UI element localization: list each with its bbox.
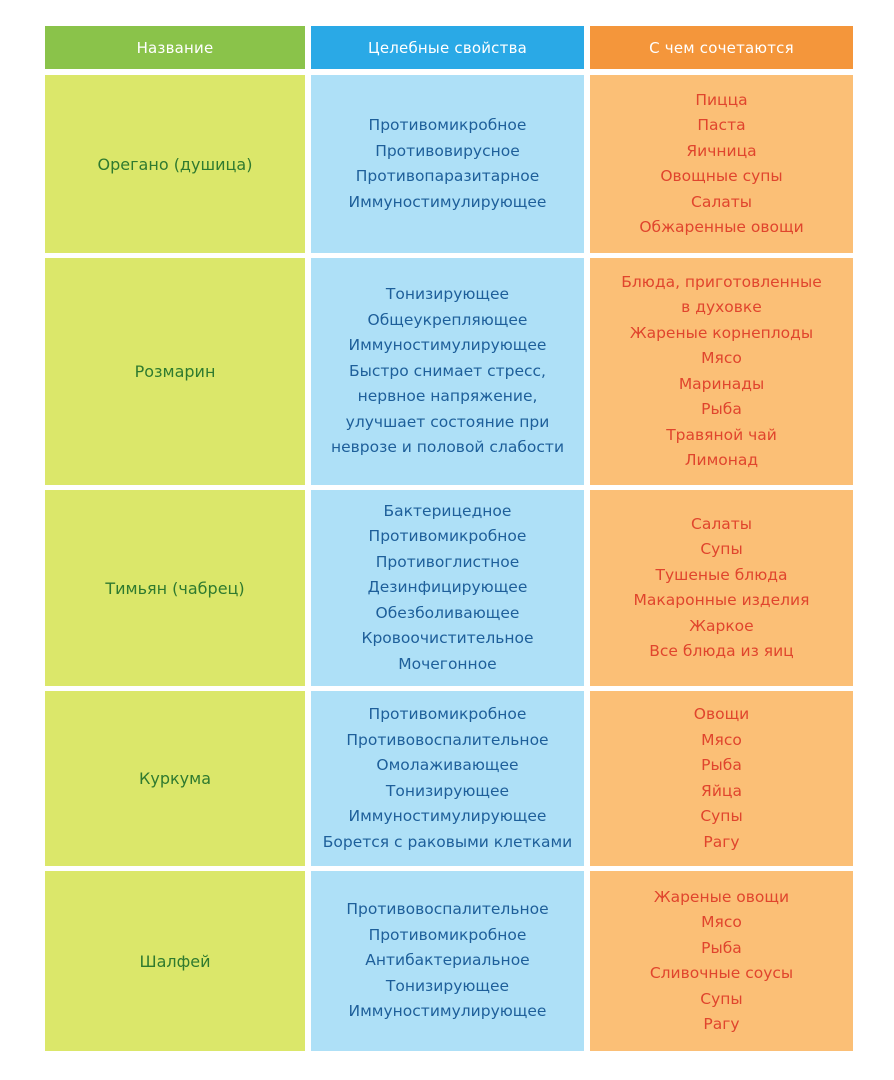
- combination-item: Яйца: [701, 781, 742, 800]
- combination-item: Травяной чай: [666, 425, 777, 444]
- combinations-cell: [590, 258, 853, 485]
- combination-item: Рагу: [703, 1015, 740, 1033]
- combinations-list: [621, 270, 821, 474]
- header-properties: Целебные свойства: [311, 26, 584, 69]
- spice-name: Куркума: [45, 691, 305, 866]
- combination-item: Обжаренные овощи: [639, 218, 804, 236]
- combination-item: Мясо: [701, 730, 742, 749]
- properties-cell: [311, 691, 584, 866]
- properties-list: [331, 282, 564, 461]
- table-row: [45, 258, 853, 485]
- property-item: Кровоочистительное: [361, 629, 534, 648]
- combinations-list: [639, 88, 803, 241]
- property-item: Иммуностимулирующее: [348, 192, 547, 211]
- table-row: [45, 490, 853, 686]
- combination-item: Рыба: [701, 400, 742, 418]
- combination-item: Супы: [700, 807, 743, 825]
- property-item: Иммуностимулирующее: [348, 1002, 547, 1021]
- property-item: Тонизирующее: [385, 781, 510, 800]
- property-item: Противомикробное: [368, 925, 527, 944]
- combination-item: Маринады: [678, 374, 765, 393]
- combination-item: Яичница: [686, 141, 757, 160]
- property-item: Антибактериальное: [365, 951, 530, 970]
- combination-item: Овощи: [693, 705, 750, 723]
- property-item: Противовоспалительное: [346, 730, 549, 749]
- combination-item: Мясо: [701, 349, 742, 367]
- property-item: Противомикробное: [368, 705, 527, 723]
- properties-cell: [311, 75, 584, 253]
- header-combinations: С чем сочетаются: [590, 26, 853, 69]
- table-row: [45, 871, 853, 1051]
- spice-name: Розмарин: [45, 258, 305, 485]
- property-item: Противоглистное: [375, 552, 520, 571]
- property-item: Тонизирующее: [385, 285, 510, 304]
- combination-item: Супы: [700, 540, 743, 558]
- property-item: Дезинфицирующее: [367, 578, 528, 597]
- combination-item: Салаты: [691, 192, 752, 211]
- combination-item: Макаронные изделия: [633, 591, 810, 609]
- combinations-list: [634, 512, 810, 665]
- properties-cell: [311, 490, 584, 686]
- property-item: улучшает состояние при: [345, 412, 550, 431]
- combination-item: Рагу: [703, 832, 740, 851]
- property-item: Мочегонное: [398, 654, 497, 673]
- combination-item: Супы: [700, 989, 743, 1008]
- combinations-cell: [590, 871, 853, 1051]
- combinations-list: [650, 885, 793, 1038]
- spice-table: [45, 26, 853, 1051]
- combination-item: Блюда, приготовленные: [621, 272, 822, 291]
- properties-list: [323, 702, 572, 855]
- combination-item: Мясо: [701, 913, 742, 931]
- combinations-list: [694, 702, 750, 855]
- combination-item: Салаты: [691, 514, 752, 533]
- combination-item: Паста: [697, 116, 746, 134]
- header-name: Название: [45, 26, 305, 69]
- combinations-cell: [590, 75, 853, 253]
- property-item: Обезболивающее: [375, 603, 520, 622]
- property-item: Бактерицедное: [383, 501, 512, 520]
- properties-cell: [311, 871, 584, 1051]
- spice-name: Орегано (душица): [45, 75, 305, 253]
- property-item: Общеукрепляющее: [367, 310, 528, 329]
- combination-item: Тушеные блюда: [655, 565, 788, 584]
- combination-item: Рыба: [701, 938, 742, 957]
- combinations-cell: [590, 490, 853, 686]
- property-item: Борется с раковыми клетками: [322, 832, 573, 851]
- property-item: Противопаразитарное: [355, 167, 540, 185]
- spice-name: Тимьян (чабрец): [45, 490, 305, 686]
- property-item: Противомикробное: [368, 527, 527, 546]
- combination-item: Лимонад: [684, 451, 759, 469]
- property-item: Иммуностимулирующее: [348, 807, 547, 825]
- table-row: [45, 691, 853, 866]
- property-item: Тонизирующее: [385, 976, 510, 995]
- property-item: Противовоспалительное: [346, 900, 549, 919]
- properties-list: [349, 113, 547, 215]
- spice-name: Шалфей: [45, 871, 305, 1051]
- property-item: Противомикробное: [368, 116, 527, 134]
- combination-item: в духовке: [681, 298, 762, 316]
- combination-item: Овощные супы: [660, 167, 783, 185]
- properties-list: [361, 499, 533, 678]
- combination-item: Жаркое: [689, 616, 754, 635]
- properties-list: [346, 897, 548, 1025]
- combination-item: Рыба: [701, 756, 742, 774]
- combination-item: Сливочные соусы: [649, 964, 794, 982]
- property-item: нервное напряжение,: [357, 387, 538, 406]
- property-item: Иммуностимулирующее: [348, 336, 547, 355]
- property-item: Омолаживающее: [376, 756, 519, 774]
- combination-item: Жареные корнеплоды: [629, 323, 814, 342]
- table-row: [45, 75, 853, 253]
- combination-item: Все блюда из яиц: [649, 642, 794, 660]
- property-item: Противовирусное: [375, 141, 520, 160]
- combinations-cell: [590, 691, 853, 866]
- table-header: [45, 26, 853, 69]
- combination-item: Пицца: [695, 90, 748, 109]
- property-item: Быстро снимает стресс,: [349, 361, 546, 380]
- property-item: неврозе и половой слабости: [330, 438, 565, 457]
- combination-item: Жареные овощи: [653, 887, 790, 906]
- properties-cell: [311, 258, 584, 485]
